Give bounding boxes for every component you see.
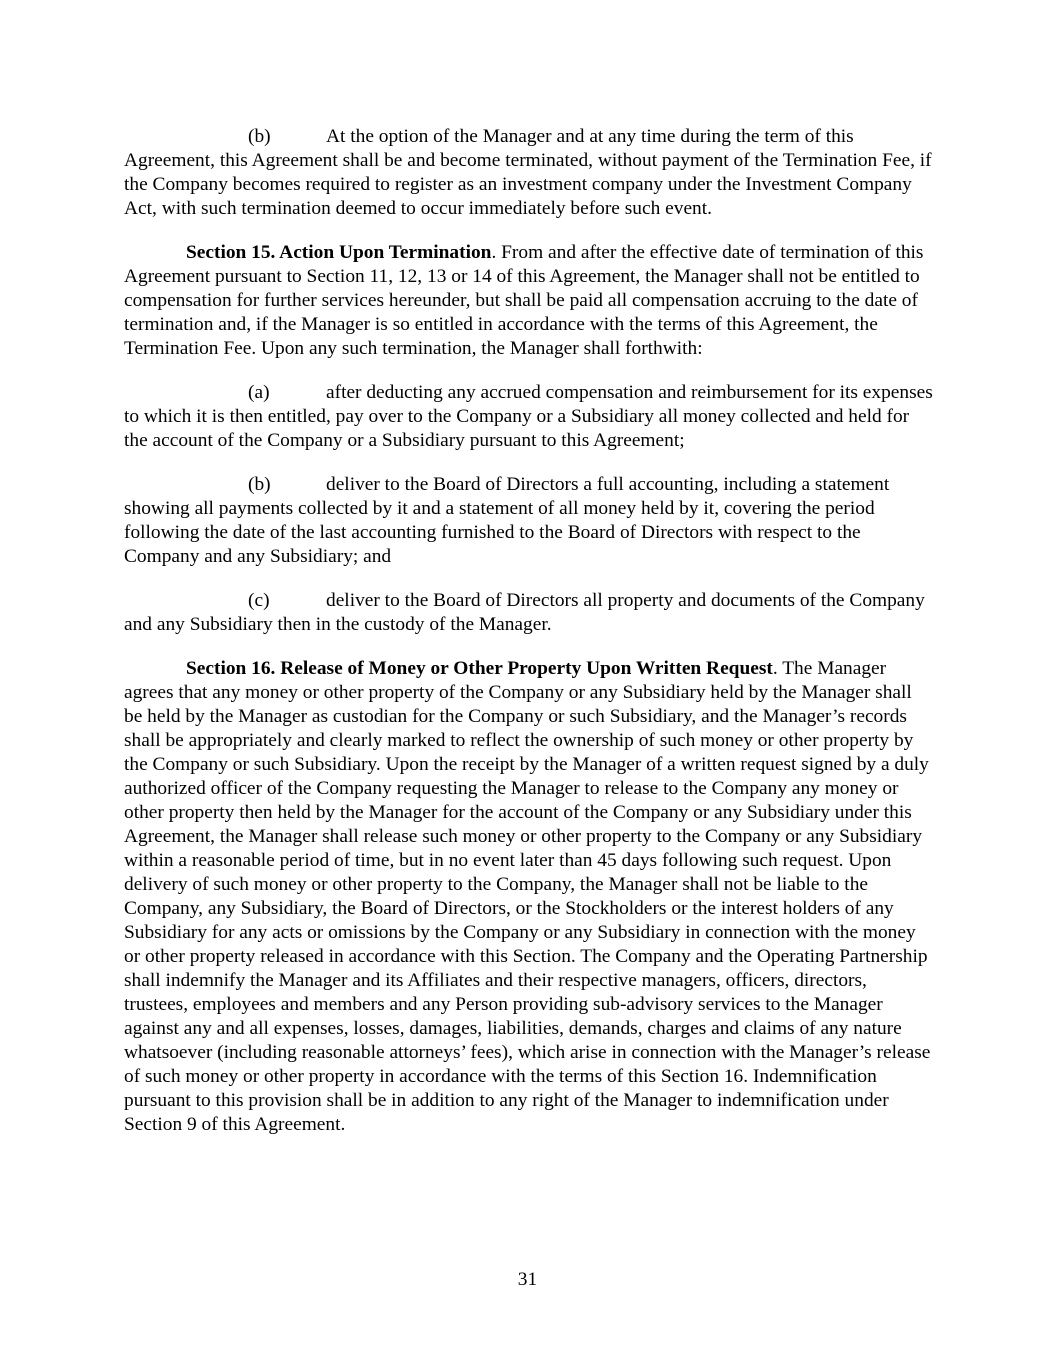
document-page	[124, 125, 934, 1157]
section-15	[124, 241, 934, 361]
subsection-marker: (a)	[248, 382, 270, 403]
subsection-marker: (c)	[248, 590, 270, 611]
subsection-15c	[124, 589, 934, 637]
section-text: . The Manager agrees that any money or other property of the Company or any Subsidiary held by the Manager shall be held by the Manager as custodian for the Company or such Subsidiary, and the Manager’s records shall be appropriately and clearly marked to reflect the ownership of such money or other property by the Company or such Subsidiary. Upon the receipt by the Manager of a written request signed by a duly authorized officer of the Company requesting the Manager to release to the Company any money or other property then held by the Manager for the account of the Company or any Subsidiary under this Agreement, the Manager shall release such money or other property to the Company or any Subsidiary within a reasonable period of time, but in no event later than 45 days following such request. Upon delivery of such money or other property to the Company, the Manager shall not be liable to the Company, any Subsidiary, the Board of Directors, or the Stockholders or the interest holders of any Subsidiary for any acts or omissions by the Company or any Subsidiary in connection with the money or other property released in accordance with this Section. The Company and the Operating Partnership shall indemnify the Manager and its Affiliates and their respective managers, officers, directors, trustees, employees and members and any Person providing sub-advisory services to the Manager against any and all expenses, losses, damages, liabilities, demands, charges and claims of any nature whatsoever (including reasonable attorneys’ fees), which arise in connection with the Manager’s release of such money or other property in accordance with the terms of this Section 16. Indemnification pursuant to this provision shall be in addition to any right of the Manager to indemnification under Section 9 of this Agreement.	[124, 658, 931, 1135]
subsection-14b	[124, 125, 934, 221]
subsection-text: At the option of the Manager and at any time during the term of this Agreement, this Agreement shall be and become terminated, without payment of the Termination Fee, if the Company becomes required to register as an investment company under the Investment Company Act, with such termination deemed to occur immediately before such event.	[124, 126, 932, 219]
section-16	[124, 657, 934, 1137]
subsection-marker: (b)	[248, 126, 271, 147]
page-number: 31	[517, 1269, 538, 1290]
subsection-15b	[124, 473, 934, 569]
section-heading: Section 16. Release of Money or Other Property Upon Written Request	[186, 658, 773, 679]
section-heading: Section 15. Action Upon Termination	[186, 242, 492, 263]
subsection-15a	[124, 381, 934, 453]
subsection-text: deliver to the Board of Directors all property and documents of the Company and any Subsidiary then in the custody of the Manager.	[124, 590, 925, 635]
subsection-text: after deducting any accrued compensation and reimbursement for its expenses to which it is then entitled, pay over to the Company or a Subsidiary all money collected and held for the account of the Company or a Subsidiary pursuant to this Agreement;	[124, 382, 933, 451]
subsection-marker: (b)	[248, 474, 271, 495]
section-text: . From and after the effective date of termination of this Agreement pursuant to Section 11, 12, 13 or 14 of this Agreement, the Manager shall not be entitled to compensation for further services hereunder, but shall be paid all compensation accruing to the date of termination and, if the Manager is so entitled in accordance with the terms of this Agreement, the Termination Fee. Upon any such termination, the Manager shall forthwith:	[124, 242, 924, 359]
subsection-text: deliver to the Board of Directors a full accounting, including a statement showing all payments collected by it and a statement of all money held by it, covering the period following the date of the last accounting furnished to the Board of Directors with respect to the Company and any Subsidiary; and	[124, 474, 890, 567]
